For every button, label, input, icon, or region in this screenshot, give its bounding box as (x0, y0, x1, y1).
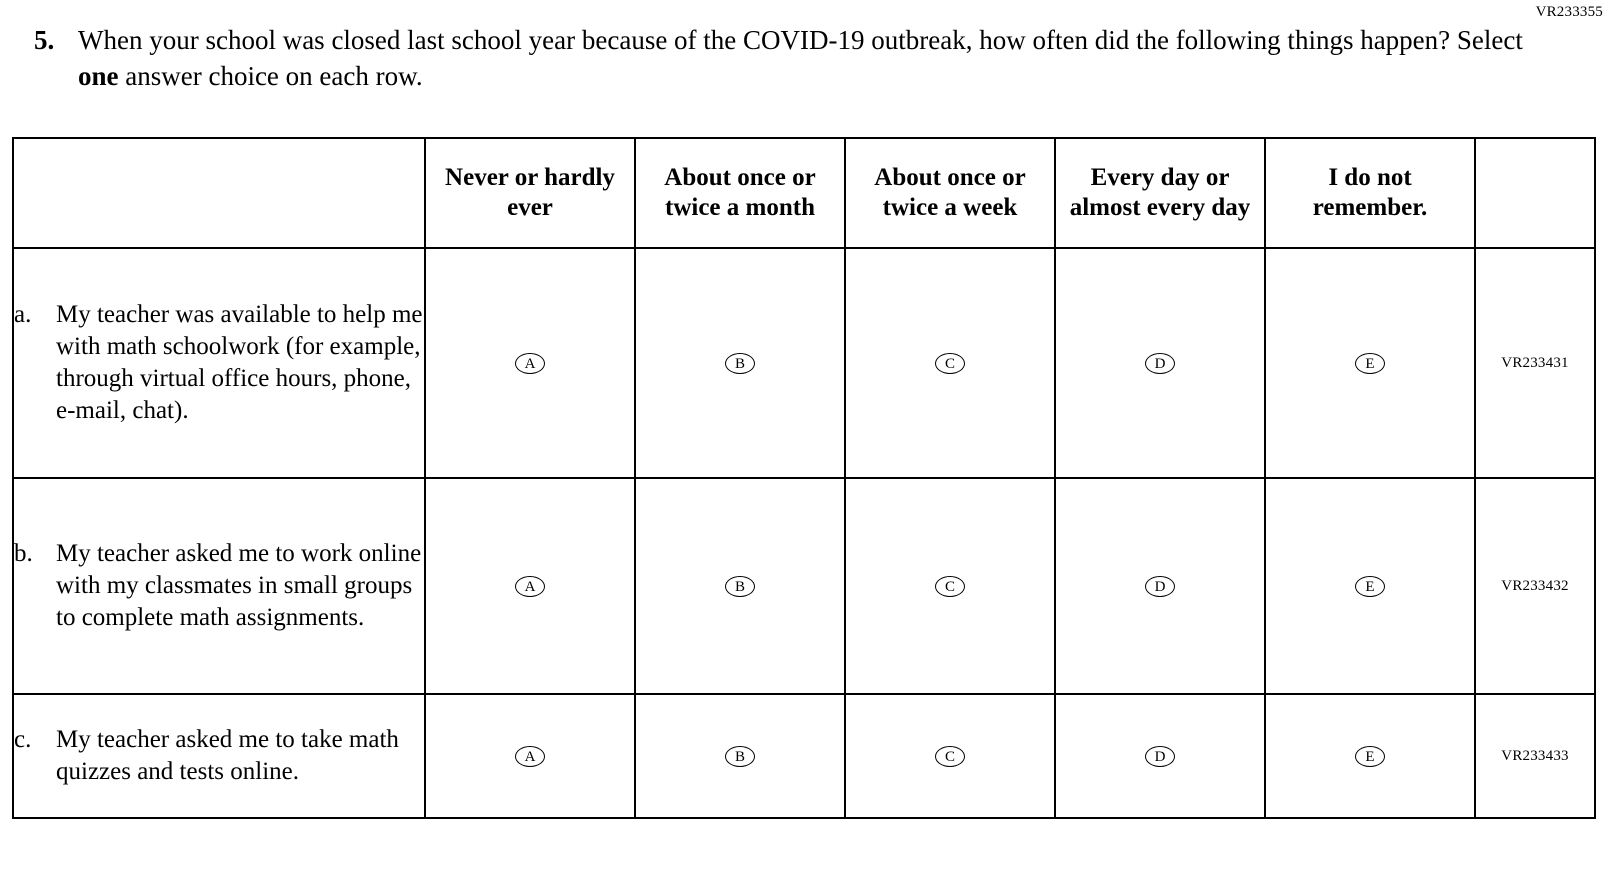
row-c-option-d[interactable] (1055, 694, 1265, 818)
question-text-part2: answer choice on each row. (118, 61, 423, 91)
header-option-d: Every day or almost every day (1055, 138, 1265, 248)
header-option-b: About once or twice a month (635, 138, 845, 248)
bubble-a[interactable]: A (515, 576, 545, 597)
row-c-text: My teacher asked me to take math quizzes and tests online. (56, 726, 399, 785)
row-b-text: My teacher asked me to work online with my classmates in small groups to complete math assignments. (56, 540, 422, 631)
row-b-stem-cell (13, 478, 425, 694)
bubble-b[interactable]: B (725, 353, 755, 374)
bubble-b[interactable]: B (725, 576, 755, 597)
question-number: 5. (34, 25, 55, 55)
row-a-option-b[interactable] (635, 248, 845, 478)
row-a-text: My teacher was available to help me with math schoolwork (for example, through virtual office hours, phone, e-mail, chat). (56, 301, 423, 424)
row-a-letter: a. (14, 301, 32, 328)
bubble-c[interactable]: C (935, 353, 965, 374)
bubble-a[interactable]: A (515, 353, 545, 374)
header-code (1475, 138, 1595, 248)
row-b-letter: b. (14, 540, 33, 567)
response-matrix-table (12, 137, 1596, 819)
question-text-emphasis: one (78, 61, 119, 91)
row-a-stem-cell (13, 248, 425, 478)
table-row (13, 478, 1595, 694)
bubble-e[interactable]: E (1355, 576, 1385, 597)
row-b-option-c[interactable] (845, 478, 1055, 694)
bubble-c[interactable]: C (935, 576, 965, 597)
table-row (13, 248, 1595, 478)
table-row (13, 694, 1595, 818)
row-a-option-e[interactable] (1265, 248, 1475, 478)
table-header-row (13, 138, 1595, 248)
question-block (34, 22, 1561, 94)
row-b-code: VR233432 (1475, 478, 1595, 694)
header-option-c: About once or twice a week (845, 138, 1055, 248)
row-a-option-c[interactable] (845, 248, 1055, 478)
bubble-d[interactable]: D (1145, 746, 1175, 767)
row-b-option-e[interactable] (1265, 478, 1475, 694)
row-b-option-b[interactable] (635, 478, 845, 694)
row-b-option-d[interactable] (1055, 478, 1265, 694)
row-c-option-e[interactable] (1265, 694, 1475, 818)
row-a-code: VR233431 (1475, 248, 1595, 478)
row-c-stem-cell (13, 694, 425, 818)
header-stem (13, 138, 425, 248)
question-text-part1: When your school was closed last school year because of the COVID-19 outbreak, how often did the following things happen? Select (78, 25, 1523, 55)
row-c-option-c[interactable] (845, 694, 1055, 818)
bubble-a[interactable]: A (515, 746, 545, 767)
bubble-d[interactable]: D (1145, 353, 1175, 374)
row-c-option-b[interactable] (635, 694, 845, 818)
row-c-letter: c. (14, 726, 32, 753)
page-item-code: VR233355 (1535, 4, 1603, 20)
bubble-d[interactable]: D (1145, 576, 1175, 597)
question-text (78, 22, 1561, 94)
row-b-option-a[interactable] (425, 478, 635, 694)
row-c-code: VR233433 (1475, 694, 1595, 818)
header-option-a: Never or hardly ever (425, 138, 635, 248)
row-a-option-a[interactable] (425, 248, 635, 478)
bubble-c[interactable]: C (935, 746, 965, 767)
header-option-e: I do not remember. (1265, 138, 1475, 248)
bubble-e[interactable]: E (1355, 746, 1385, 767)
row-c-option-a[interactable] (425, 694, 635, 818)
bubble-b[interactable]: B (725, 746, 755, 767)
row-a-option-d[interactable] (1055, 248, 1265, 478)
bubble-e[interactable]: E (1355, 353, 1385, 374)
